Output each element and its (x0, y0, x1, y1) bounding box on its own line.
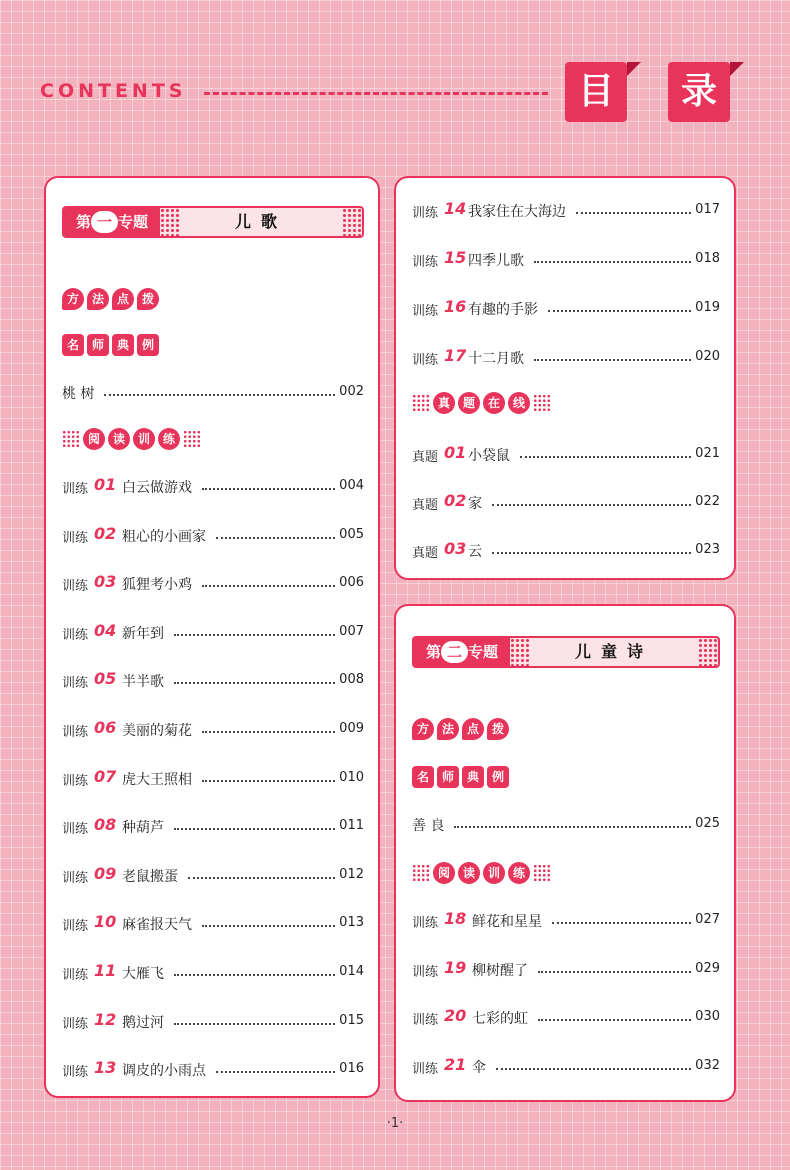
toc-entry[interactable] (412, 1007, 720, 1029)
entry-number: 08 (94, 815, 117, 835)
dot-leader (492, 552, 691, 554)
entry-title: 麻雀报天气 (122, 917, 192, 934)
label-char: 拨 (487, 718, 509, 740)
toc-entry[interactable] (412, 347, 720, 369)
dot-leader (496, 1068, 691, 1070)
toc-entry[interactable] (62, 382, 364, 404)
entry-number: 21 (444, 1054, 467, 1074)
entry-page: 030 (695, 1009, 720, 1024)
entry-label: 训练 (412, 353, 439, 368)
toc-entry[interactable] (412, 540, 720, 562)
toc-entry[interactable] (62, 1059, 364, 1081)
label-char: 在 (483, 392, 505, 414)
label-char: 点 (112, 288, 134, 310)
entry-title: 大雁飞 (122, 966, 164, 982)
entry-title: 种葫芦 (122, 820, 164, 837)
entry-label: 训练 (62, 968, 89, 983)
dot-leader (552, 922, 691, 924)
seq-char: 专题 (118, 213, 149, 231)
entry-title: 白云做游戏 (122, 480, 192, 496)
entry-number: 02 (444, 491, 467, 510)
entry-title: 十二月歌 (468, 351, 524, 367)
dot-leader (174, 682, 335, 684)
label-char: 阅 (83, 428, 105, 450)
dot-leader (174, 1023, 335, 1025)
entry-number: 17 (444, 346, 467, 365)
toc-entry[interactable] (62, 816, 364, 838)
entry-label: 真题 (412, 450, 439, 465)
entry-label: 训练 (62, 1065, 89, 1081)
toc-entry[interactable] (62, 719, 364, 741)
dot-leader (216, 537, 335, 539)
entry-label: 训练 (412, 916, 439, 931)
entry-label: 训练 (62, 579, 89, 595)
toc-entry[interactable] (62, 525, 364, 547)
toc-entry[interactable] (412, 249, 720, 271)
entry-title: 新年到 (122, 625, 164, 642)
entry-label: 训练 (62, 627, 89, 643)
dot-leader (202, 488, 335, 490)
topic2-card (394, 604, 736, 1102)
entry-page: 027 (695, 912, 720, 927)
topic2-seq (414, 638, 510, 666)
topic1-cont-card (394, 176, 736, 580)
entry-label: 训练 (62, 1016, 89, 1032)
dot-leader (104, 394, 335, 396)
label-char: 师 (437, 766, 459, 788)
label-char: 线 (508, 392, 530, 414)
entry-label: 训练 (412, 255, 439, 270)
label-char: 题 (458, 392, 480, 414)
entry-page: 011 (339, 818, 364, 834)
dot-leader (576, 212, 691, 214)
entry-number: 11 (94, 961, 117, 980)
dot-leader (538, 971, 691, 973)
label-char: 例 (487, 766, 509, 788)
label-char: 训 (483, 862, 505, 884)
dot-leader (520, 456, 691, 458)
dot-pattern (62, 430, 80, 448)
entry-number: 07 (94, 766, 117, 786)
entry-page: 006 (339, 575, 364, 591)
label-char: 点 (462, 718, 484, 740)
entry-label: 训练 (62, 676, 89, 692)
entry-number: 20 (444, 1006, 467, 1025)
label-char: 练 (158, 428, 180, 450)
entry-page: 025 (695, 816, 720, 831)
entry-label: 训练 (62, 822, 89, 838)
entry-label: 训练 (62, 482, 89, 497)
entry-label: 真题 (412, 498, 439, 513)
toc-entry[interactable] (62, 962, 364, 984)
entry-page: 002 (339, 384, 364, 399)
method-label (62, 288, 159, 310)
seq-number: 一 (91, 211, 118, 233)
entry-number: 03 (94, 572, 117, 592)
entry-page: 010 (339, 769, 364, 785)
entry-label: 训练 (412, 964, 439, 980)
dot-pattern (412, 394, 430, 412)
seq-char: 专题 (468, 643, 499, 661)
dot-leader (174, 828, 335, 830)
entry-page: 019 (695, 300, 720, 315)
entry-title: 桃 树 (62, 386, 95, 402)
entry-label: 训练 (412, 1061, 439, 1077)
entry-page: 023 (695, 542, 720, 557)
dot-leader (548, 310, 691, 312)
entry-number: 02 (94, 523, 117, 543)
dot-leader (492, 504, 691, 506)
entry-title: 有趣的手影 (468, 302, 538, 318)
entry-page: 020 (695, 349, 720, 364)
entry-number: 03 (444, 539, 467, 558)
entry-label: 训练 (412, 206, 439, 221)
entry-title: 半半歌 (122, 674, 164, 691)
dot-leader (202, 731, 335, 733)
dot-pattern (510, 638, 530, 666)
toc-entry[interactable] (412, 200, 720, 222)
entry-number: 19 (444, 957, 467, 977)
seq-number: 二 (441, 641, 468, 663)
entry-number: 18 (444, 909, 467, 928)
entry-page: 018 (695, 251, 720, 266)
topic1-bar (62, 206, 364, 238)
entry-page: 022 (695, 494, 720, 509)
label-char: 师 (87, 334, 109, 356)
topic2-bar (412, 636, 720, 668)
label-char: 法 (87, 288, 109, 310)
entry-title: 家 (468, 496, 482, 512)
dot-leader (202, 780, 335, 782)
seq-char: 第 (425, 643, 441, 661)
entry-page: 007 (339, 623, 364, 639)
entry-page: 009 (339, 721, 364, 736)
dot-pattern (160, 208, 180, 236)
entry-number: 13 (94, 1058, 117, 1078)
entry-title: 美丽的菊花 (122, 723, 192, 739)
label-char: 读 (458, 862, 480, 884)
toc-entry[interactable] (412, 910, 720, 932)
contents-heading: CONTENTS (40, 80, 187, 102)
teacher-label (62, 334, 159, 356)
entry-title: 善 良 (412, 818, 445, 834)
toc-entry[interactable] (412, 298, 720, 320)
entry-title: 狐狸考小鸡 (122, 577, 192, 594)
label-char: 典 (462, 766, 484, 788)
dot-pattern (412, 864, 430, 882)
entry-title: 我家住在大海边 (468, 204, 566, 220)
label-char: 名 (62, 334, 84, 356)
dot-leader (174, 634, 335, 636)
entry-number: 01 (94, 475, 117, 494)
entry-page: 012 (339, 866, 364, 882)
page-number: ·1· (386, 1116, 404, 1131)
toc-entry[interactable] (62, 476, 364, 498)
label-char: 方 (412, 718, 434, 740)
entry-number: 15 (444, 248, 467, 267)
entry-title: 七彩的虹 (472, 1011, 528, 1027)
entry-page: 017 (695, 202, 720, 217)
label-char: 拨 (137, 288, 159, 310)
entry-page: 014 (339, 964, 364, 979)
dot-leader (188, 877, 335, 879)
entry-page: 021 (695, 446, 720, 461)
seq-char: 第 (75, 213, 91, 231)
entry-number: 10 (94, 912, 117, 932)
toc-entry[interactable] (412, 959, 720, 981)
label-char: 真 (433, 392, 455, 414)
toc-entry[interactable] (412, 444, 720, 466)
entry-page: 013 (339, 915, 364, 931)
entry-title: 四季儿歌 (468, 253, 524, 269)
dot-leader (202, 925, 335, 927)
toc-entry[interactable] (62, 865, 364, 887)
label-char: 训 (133, 428, 155, 450)
entry-number: 16 (444, 297, 467, 316)
entry-label: 训练 (412, 304, 439, 319)
entry-page: 032 (695, 1057, 720, 1073)
label-char: 方 (62, 288, 84, 310)
topic1-card (44, 176, 380, 1098)
entry-label: 训练 (412, 1013, 439, 1028)
dot-leader (216, 1071, 335, 1073)
dot-pattern (698, 638, 718, 666)
toc-entry[interactable] (62, 670, 364, 692)
dot-leader (202, 585, 335, 587)
entry-number: 05 (94, 669, 117, 689)
entry-title: 鹅过河 (122, 1014, 164, 1031)
title-char-mu: 目 (565, 62, 627, 122)
label-char: 练 (508, 862, 530, 884)
dot-leader (538, 1019, 691, 1021)
dot-leader (454, 826, 691, 828)
label-char: 名 (412, 766, 434, 788)
dot-pattern (342, 208, 362, 236)
topic1-name: 儿歌 (234, 212, 287, 231)
topic2-name: 儿童诗 (574, 642, 653, 661)
dot-leader (174, 974, 335, 976)
entry-number: 01 (444, 443, 467, 462)
label-char: 阅 (433, 862, 455, 884)
toc-entry[interactable] (62, 768, 364, 790)
entry-title: 老鼠搬蛋 (122, 868, 178, 885)
label-char: 典 (112, 334, 134, 356)
entry-page: 016 (339, 1061, 364, 1077)
entry-page: 008 (339, 672, 364, 688)
label-char: 读 (108, 428, 130, 450)
entry-label: 训练 (62, 725, 89, 740)
page-header (0, 0, 790, 140)
dot-pattern (533, 864, 551, 882)
toc-entry[interactable] (412, 1056, 720, 1078)
topic1-seq (64, 208, 160, 236)
entry-number: 09 (94, 863, 117, 883)
entry-title: 柳树醒了 (472, 962, 528, 979)
reading-label (412, 862, 551, 884)
entry-number: 04 (94, 620, 117, 640)
dot-pattern (183, 430, 201, 448)
method-label (412, 718, 509, 740)
dot-leader (534, 359, 691, 361)
entry-title: 虎大王照相 (122, 771, 192, 788)
entry-number: 14 (444, 199, 467, 218)
label-char: 法 (437, 718, 459, 740)
reading-label (62, 428, 201, 450)
toc-entry[interactable] (62, 1011, 364, 1033)
title-char-lu: 录 (668, 62, 730, 122)
toc-entry[interactable] (412, 814, 720, 836)
dot-leader (534, 261, 691, 263)
fold-corner (730, 62, 744, 76)
toc-entry[interactable] (412, 492, 720, 514)
label-char: 例 (137, 334, 159, 356)
entry-title: 调皮的小雨点 (122, 1063, 206, 1080)
dashed-divider (204, 92, 548, 95)
entry-number: 06 (94, 718, 117, 737)
entry-number: 12 (94, 1009, 117, 1029)
entry-title: 云 (468, 544, 482, 560)
toc-entry[interactable] (62, 622, 364, 644)
teacher-label (412, 766, 509, 788)
entry-label: 训练 (62, 870, 89, 886)
entry-title: 鲜花和星星 (472, 914, 542, 930)
entry-title: 伞 (472, 1059, 486, 1076)
entry-title: 粗心的小画家 (122, 528, 206, 545)
entry-label: 训练 (62, 530, 89, 546)
dot-pattern (533, 394, 551, 412)
toc-entry[interactable] (62, 913, 364, 935)
real-exam-label (412, 392, 551, 414)
entry-title: 小袋鼠 (468, 448, 510, 464)
entry-page: 015 (339, 1012, 364, 1028)
entry-page: 029 (695, 960, 720, 976)
fold-corner (627, 62, 641, 76)
entry-page: 005 (339, 526, 364, 542)
entry-label: 训练 (62, 773, 89, 789)
entry-label: 训练 (62, 919, 89, 935)
entry-label: 真题 (412, 546, 439, 561)
entry-page: 004 (339, 478, 364, 493)
toc-entry[interactable] (62, 573, 364, 595)
